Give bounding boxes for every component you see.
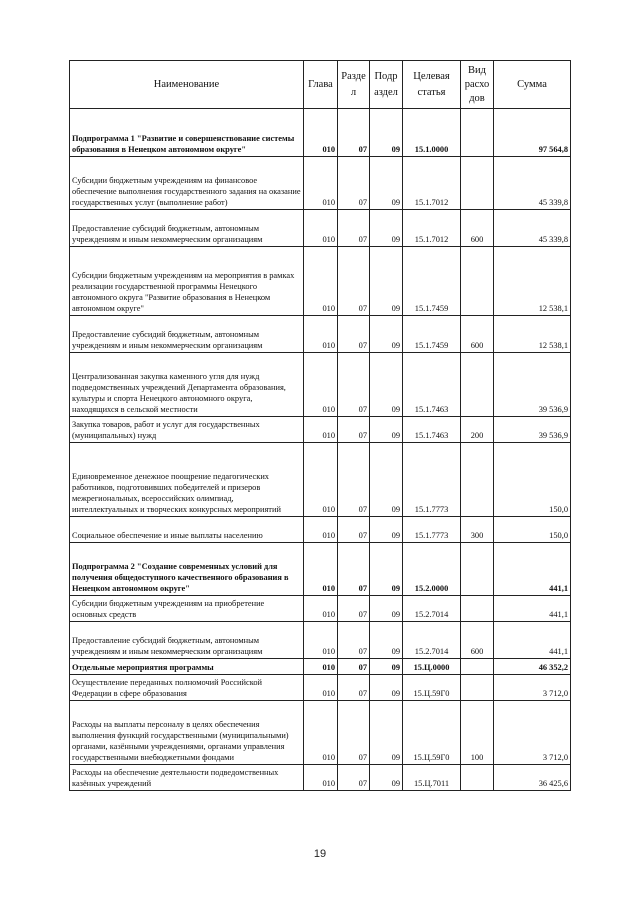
cell-article: 15.2.7014 — [403, 622, 461, 659]
cell-name: Субсидии бюджетным учреждениям на приобретение основных средств — [70, 596, 304, 622]
header-glava: Глава — [304, 61, 338, 109]
cell-sum: 150,0 — [494, 517, 571, 543]
cell-razdel: 07 — [338, 701, 370, 765]
cell-name: Расходы на обеспечение деятельности подведомственных казённых учреждений — [70, 765, 304, 791]
cell-article: 15.1.7463 — [403, 417, 461, 443]
cell-podrazdel: 09 — [370, 417, 403, 443]
cell-sum: 12 538,1 — [494, 247, 571, 316]
table-row — [70, 210, 571, 247]
cell-podrazdel: 09 — [370, 659, 403, 675]
cell-name: Отдельные мероприятия программы — [70, 659, 304, 675]
cell-podrazdel: 09 — [370, 109, 403, 157]
cell-article: 15.2.0000 — [403, 543, 461, 596]
cell-glava: 010 — [304, 596, 338, 622]
cell-vid — [461, 659, 494, 675]
table-row — [70, 765, 571, 791]
cell-glava: 010 — [304, 157, 338, 210]
cell-vid — [461, 675, 494, 701]
cell-name: Расходы на выплаты персоналу в целях обеспечения выполнения функций государственными (муниципальными) органами, казёнными учреждениями, органами управления государственными внебюджетными фондами — [70, 701, 304, 765]
cell-razdel: 07 — [338, 675, 370, 701]
cell-name: Осуществление переданных полномочий Российской Федерации в сфере образования — [70, 675, 304, 701]
cell-glava: 010 — [304, 443, 338, 517]
page-number: 19 — [313, 848, 327, 860]
cell-name: Подпрограмма 1 "Развитие и совершенствование системы образования в Ненецком автономном округе" — [70, 109, 304, 157]
cell-podrazdel: 09 — [370, 675, 403, 701]
table-row — [70, 443, 571, 517]
cell-glava: 010 — [304, 622, 338, 659]
table-row — [70, 701, 571, 765]
cell-name: Предоставление субсидий бюджетным, автономным учреждениям и иным некоммерческим организациям — [70, 316, 304, 353]
table-row — [70, 247, 571, 316]
cell-sum: 3 712,0 — [494, 675, 571, 701]
cell-vid — [461, 543, 494, 596]
cell-vid — [461, 157, 494, 210]
cell-glava: 010 — [304, 517, 338, 543]
cell-vid — [461, 109, 494, 157]
cell-sum: 45 339,8 — [494, 210, 571, 247]
cell-podrazdel: 09 — [370, 517, 403, 543]
cell-name: Предоставление субсидий бюджетным, автономным учреждениям и иным некоммерческим организациям — [70, 622, 304, 659]
header-vid: Вид расхо дов — [461, 61, 494, 109]
table-row — [70, 659, 571, 675]
cell-article: 15.1.7463 — [403, 353, 461, 417]
cell-article: 15.1.7773 — [403, 443, 461, 517]
cell-sum: 12 538,1 — [494, 316, 571, 353]
table-row — [70, 316, 571, 353]
table-row — [70, 157, 571, 210]
cell-vid: 300 — [461, 517, 494, 543]
cell-razdel: 07 — [338, 353, 370, 417]
cell-article: 15.2.7014 — [403, 596, 461, 622]
cell-glava: 010 — [304, 765, 338, 791]
cell-vid — [461, 353, 494, 417]
cell-glava: 010 — [304, 675, 338, 701]
cell-article: 15.1.7012 — [403, 210, 461, 247]
cell-glava: 010 — [304, 543, 338, 596]
cell-razdel: 07 — [338, 543, 370, 596]
cell-vid: 200 — [461, 417, 494, 443]
cell-podrazdel: 09 — [370, 316, 403, 353]
cell-article: 15.Ц.59Г0 — [403, 675, 461, 701]
cell-article: 15.1.7459 — [403, 316, 461, 353]
cell-vid — [461, 247, 494, 316]
cell-glava: 010 — [304, 417, 338, 443]
cell-glava: 010 — [304, 109, 338, 157]
table-row — [70, 622, 571, 659]
cell-article: 15.Ц.0000 — [403, 659, 461, 675]
cell-razdel: 07 — [338, 157, 370, 210]
header-name: Наименование — [70, 61, 304, 109]
cell-razdel: 07 — [338, 596, 370, 622]
cell-razdel: 07 — [338, 109, 370, 157]
cell-podrazdel: 09 — [370, 157, 403, 210]
cell-glava: 010 — [304, 701, 338, 765]
cell-sum: 97 564,8 — [494, 109, 571, 157]
header-podrazdel: Подр аздел — [370, 61, 403, 109]
cell-podrazdel: 09 — [370, 247, 403, 316]
cell-sum: 150,0 — [494, 443, 571, 517]
cell-vid — [461, 765, 494, 791]
cell-razdel: 07 — [338, 210, 370, 247]
cell-name: Субсидии бюджетным учреждениям на финансовое обеспечение выполнения государственного задания на оказание государственных услуг (выполнение работ) — [70, 157, 304, 210]
table-row — [70, 543, 571, 596]
cell-article: 15.1.0000 — [403, 109, 461, 157]
cell-podrazdel: 09 — [370, 543, 403, 596]
cell-sum: 36 425,6 — [494, 765, 571, 791]
cell-name: Субсидии бюджетным учреждениям на мероприятия в рамках реализации государственной программы Ненецкого автономного округа "Развитие образования в Ненецком автономном округе" — [70, 247, 304, 316]
cell-sum: 39 536,9 — [494, 353, 571, 417]
table-row — [70, 109, 571, 157]
cell-sum: 3 712,0 — [494, 701, 571, 765]
cell-article: 15.Ц.59Г0 — [403, 701, 461, 765]
cell-razdel: 07 — [338, 247, 370, 316]
table-row — [70, 353, 571, 417]
cell-vid: 600 — [461, 622, 494, 659]
cell-podrazdel: 09 — [370, 596, 403, 622]
cell-podrazdel: 09 — [370, 622, 403, 659]
table-row — [70, 517, 571, 543]
header-sum: Сумма — [494, 61, 571, 109]
cell-article: 15.1.7459 — [403, 247, 461, 316]
cell-glava: 010 — [304, 247, 338, 316]
cell-article: 15.1.7012 — [403, 157, 461, 210]
cell-podrazdel: 09 — [370, 210, 403, 247]
cell-podrazdel: 09 — [370, 443, 403, 517]
cell-razdel: 07 — [338, 622, 370, 659]
table-row — [70, 675, 571, 701]
cell-name: Единовременное денежное поощрение педагогических работников, подготовивших победителей и призеров межрегиональных, всероссийских олимпиад, интеллектуальных и творческих конкурсных мероприятий — [70, 443, 304, 517]
cell-razdel: 07 — [338, 316, 370, 353]
cell-name: Социальное обеспечение и иные выплаты населению — [70, 517, 304, 543]
cell-glava: 010 — [304, 316, 338, 353]
cell-razdel: 07 — [338, 517, 370, 543]
cell-sum: 441,1 — [494, 596, 571, 622]
cell-vid — [461, 443, 494, 517]
cell-glava: 010 — [304, 659, 338, 675]
cell-razdel: 07 — [338, 417, 370, 443]
cell-razdel: 07 — [338, 659, 370, 675]
cell-article: 15.1.7773 — [403, 517, 461, 543]
cell-sum: 46 352,2 — [494, 659, 571, 675]
cell-vid: 600 — [461, 316, 494, 353]
cell-razdel: 07 — [338, 443, 370, 517]
cell-sum: 39 536,9 — [494, 417, 571, 443]
table-body — [70, 109, 571, 791]
cell-podrazdel: 09 — [370, 765, 403, 791]
cell-glava: 010 — [304, 210, 338, 247]
cell-name: Централизованная закупка каменного угля для нужд подведомственных учреждений Департамента образования, культуры и спорта Ненецкого автономного округа, находящихся в сельской местности — [70, 353, 304, 417]
cell-vid: 600 — [461, 210, 494, 247]
cell-sum: 45 339,8 — [494, 157, 571, 210]
cell-glava: 010 — [304, 353, 338, 417]
cell-razdel: 07 — [338, 765, 370, 791]
table-row — [70, 417, 571, 443]
cell-sum: 441,1 — [494, 622, 571, 659]
cell-article: 15.Ц.7011 — [403, 765, 461, 791]
cell-vid: 100 — [461, 701, 494, 765]
cell-vid — [461, 596, 494, 622]
cell-name: Предоставление субсидий бюджетным, автономным учреждениям и иным некоммерческим организациям — [70, 210, 304, 247]
header-article: Целевая статья — [403, 61, 461, 109]
budget-table — [69, 60, 571, 791]
cell-sum: 441,1 — [494, 543, 571, 596]
header-razdel: Разде л — [338, 61, 370, 109]
cell-podrazdel: 09 — [370, 353, 403, 417]
table-header-row — [70, 61, 571, 109]
cell-name: Подпрограмма 2 "Создание современных условий для получения общедоступного качественного образования в Ненецком автономном округе" — [70, 543, 304, 596]
table-row — [70, 596, 571, 622]
cell-name: Закупка товаров, работ и услуг для государственных (муниципальных) нужд — [70, 417, 304, 443]
cell-podrazdel: 09 — [370, 701, 403, 765]
